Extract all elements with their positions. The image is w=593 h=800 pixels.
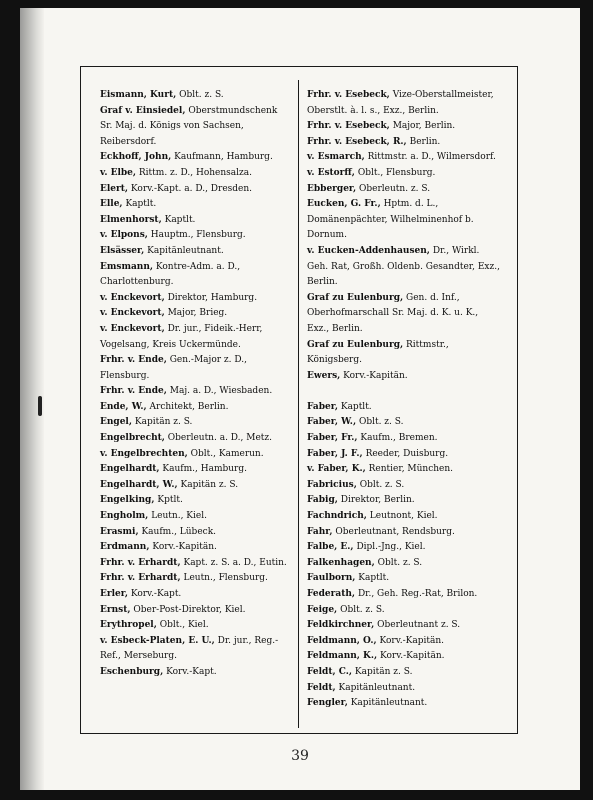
entry-details: Direktor, Berlin. (340, 495, 415, 506)
entry-details: Dr. jur., Fideik.-Herr, Vogelsang, Kreis Uckermünde. (100, 323, 263, 350)
entry-name: Ebberger, (307, 183, 357, 194)
entry-details: Korv.-Kapt. a. D., Dresden. (130, 183, 253, 194)
entry-name: v. Faber, K., (307, 464, 366, 475)
entry-name: Engelking, (100, 495, 155, 506)
directory-entry (307, 587, 503, 603)
directory-entry (100, 291, 292, 307)
entry-name: Faulborn, (307, 573, 356, 584)
directory-entry (307, 618, 503, 634)
directory-entry (307, 119, 503, 135)
directory-entry (100, 213, 292, 229)
entry-name: Feldmann, O., (307, 635, 377, 646)
directory-entry (100, 353, 292, 384)
directory-entry (307, 166, 503, 182)
entry-name: Feldmann, K., (307, 651, 378, 662)
directory-entry (100, 182, 292, 198)
entry-details: Korv.-Kapitän. (380, 651, 445, 662)
entry-name: v. Enckevort, (100, 308, 165, 319)
entry-name: Feldt, C., (307, 666, 353, 677)
entry-details: Kptlt. (157, 495, 183, 506)
directory-entry (307, 493, 503, 509)
directory-entry (100, 384, 292, 400)
directory-entry (100, 197, 292, 213)
directory-entry (100, 634, 292, 665)
entry-details: Berlin. (409, 136, 441, 147)
entry-name: Falkenhagen, (307, 557, 375, 568)
entry-details: Dr., Geh. Reg.-Rat, Brilon. (357, 589, 478, 599)
directory-entry (100, 603, 292, 619)
entry-details: Vize-Oberstallmeister, Oberstlt. à. l. s., Exz., Berlin. (307, 90, 494, 116)
entry-details: Kapitänleutnant. (147, 245, 224, 256)
entry-name: Graf zu Eulenburg, (307, 292, 404, 303)
directory-entry (100, 509, 292, 525)
entry-details: Dipl.-Jng., Kiel. (356, 542, 426, 553)
entry-details: Leutn., Flensburg. (183, 573, 268, 584)
entry-name: Feldt, (307, 682, 336, 693)
entry-details: Oberleutn. z. S. (359, 183, 431, 194)
directory-entry (100, 571, 292, 587)
entry-name: v. Elpons, (100, 230, 148, 241)
entry-details: Kapt. z. S. a. D., Eutin. (183, 557, 287, 568)
entry-details: Kapitän z. S. (180, 479, 239, 490)
directory-entry (307, 244, 503, 291)
entry-name: Fengler, (307, 698, 348, 709)
directory-entry (307, 182, 503, 198)
directory-entry (100, 166, 292, 182)
entry-name: v. Eucken-Addenhausen, (307, 245, 430, 256)
directory-entry (307, 338, 503, 369)
entry-details: Oblt. z. S. (179, 90, 224, 100)
entry-details: Rittm. z. D., Hohensalza. (138, 167, 253, 178)
entry-details: Kaptlt. (164, 214, 196, 225)
directory-entry (307, 369, 503, 385)
entry-name: Emsmann, (100, 261, 154, 272)
directory-entry (100, 525, 292, 541)
directory-entry (307, 400, 503, 416)
entry-name: Frhr. v. Ende, (100, 386, 167, 397)
entry-details: Kontre-Adm. a. D., Charlottenburg. (100, 261, 241, 288)
directory-entry (307, 462, 503, 478)
entry-name: Frhr. v. Esebeck, (307, 121, 390, 132)
book-page (20, 8, 580, 790)
directory-entry (307, 291, 503, 338)
entry-details: Oberstmundschenk Sr. Maj. d. Königs von Sachsen, Reibersdorf. (100, 105, 278, 147)
entry-name: Feldkirchner, (307, 620, 375, 631)
entry-name: Ernst, (100, 604, 131, 615)
directory-entry (100, 104, 292, 151)
directory-entry (100, 88, 292, 104)
entry-name: Elmenhorst, (100, 214, 162, 225)
entry-name: Fachndrich, (307, 511, 367, 522)
entry-details: Kaufm., Lübeck. (141, 526, 217, 537)
entry-name: Faber, J. F., (307, 448, 363, 459)
entry-details: Gen.-Major z. D., Flensburg. (100, 355, 247, 381)
directory-entry (100, 260, 292, 291)
entry-details: Leutnont, Kiel. (369, 511, 438, 522)
entry-name: Faber, W., (307, 417, 357, 428)
directory-entry (307, 478, 503, 494)
entry-name: Fabricius, (307, 479, 357, 490)
entry-details: Gen. d. Inf., Oberhofmarschall Sr. Maj. d. K. u. K., Exz., Berlin. (307, 292, 479, 334)
directory-entry (100, 244, 292, 260)
entry-details: Major, Brieg. (167, 308, 228, 319)
entry-name: Engelhardt, W., (100, 479, 178, 490)
entry-name: Frhr. v. Esebeck, (307, 90, 390, 100)
entry-details: Kaptlt. (358, 573, 390, 584)
left-column (100, 88, 292, 681)
entry-details: Ober-Post-Direktor, Kiel. (133, 604, 246, 615)
entry-details: Rentier, München. (368, 464, 454, 475)
directory-entry (100, 447, 292, 463)
directory-entry (307, 681, 503, 697)
entry-details: Kaptlt. (340, 401, 372, 412)
entry-details: Korv.-Kapitän. (343, 370, 408, 381)
directory-entry (307, 525, 503, 541)
entry-details: Architekt, Berlin. (149, 401, 229, 412)
directory-entry (100, 493, 292, 509)
entry-name: v. Elbe, (100, 167, 137, 178)
entry-details: Kapitänleutnant. (338, 682, 416, 693)
entry-details: Oblt. z. S. (377, 557, 423, 568)
directory-entry (100, 587, 292, 603)
entry-name: v. Engelbrechten, (100, 448, 188, 459)
directory-entry (307, 197, 503, 244)
entry-details: Rittmstr., Königsberg. (307, 339, 449, 366)
right-column (307, 88, 503, 712)
entry-name: Frhr. v. Erhardt, (100, 557, 181, 568)
directory-entry (100, 431, 292, 447)
entry-details: Kaufm., Bremen. (360, 433, 438, 444)
directory-entry (307, 415, 503, 431)
entry-name: Engel, (100, 417, 132, 428)
entry-details: Oberleutnant z. S. (377, 620, 461, 631)
entry-details: Korv.-Kapitän. (379, 635, 444, 646)
entry-name: Fahr, (307, 526, 333, 537)
directory-entry (100, 462, 292, 478)
entry-name: Ende, W., (100, 401, 147, 412)
entry-details: Kaufm., Hamburg. (162, 464, 247, 475)
directory-entry (307, 696, 503, 712)
directory-entry (307, 88, 503, 119)
entry-details: Oblt., Kamerun. (190, 448, 264, 459)
entry-details: Dr., Wirkl. Geh. Rat, Großh. Oldenb. Gesandter, Exz., Berlin. (307, 245, 500, 288)
entry-details: Oberleutn. a. D., Metz. (167, 433, 273, 444)
entry-name: Graf v. Einsiedel, (100, 105, 186, 116)
directory-entry (307, 447, 503, 463)
entry-name: Falbe, E., (307, 542, 354, 553)
directory-entry (100, 618, 292, 634)
entry-details: Major, Berlin. (392, 121, 456, 132)
entry-name: v. Estorff, (307, 167, 355, 178)
directory-entry (100, 322, 292, 353)
entry-name: Elsässer, (100, 245, 145, 256)
entry-details: Kaptlt. (125, 199, 157, 210)
entry-name: Erler, (100, 589, 128, 599)
entry-details: Dr. jur., Reg.-Ref., Merseburg. (100, 635, 279, 662)
entry-details: Kapitän z. S. (134, 417, 193, 428)
directory-entry (100, 556, 292, 572)
entry-details: Kaufmann, Hamburg. (174, 152, 273, 163)
entry-name: Engelbrecht, (100, 433, 165, 444)
directory-entry (100, 478, 292, 494)
entry-details: Kapitän z. S. (354, 666, 413, 677)
directory-entry (307, 556, 503, 572)
entry-details: Direktor, Hamburg. (167, 292, 258, 303)
entry-details: Oblt. z. S. (358, 417, 404, 428)
entry-details: Oberleutnant, Rendsburg. (335, 526, 455, 537)
directory-entry (307, 431, 503, 447)
entry-name: Frhr. v. Esebeck, R., (307, 136, 407, 147)
entry-name: Faber, Fr., (307, 433, 358, 444)
entry-name: Eckhoff, John, (100, 152, 172, 163)
directory-entry (307, 150, 503, 166)
entry-name: Erdmann, (100, 542, 150, 553)
entry-name: Elert, (100, 183, 129, 194)
entry-details: Leutn., Kiel. (151, 511, 207, 522)
entry-name: Frhr. v. Ende, (100, 355, 167, 366)
entry-name: Eucken, G. Fr., (307, 199, 381, 210)
entry-details: Oblt. z. S. (340, 604, 385, 615)
entry-name: Engholm, (100, 511, 149, 522)
entry-name: Frhr. v. Erhardt, (100, 573, 181, 584)
entry-name: Graf zu Eulenburg, (307, 339, 404, 350)
directory-entry (307, 665, 503, 681)
entry-details: Oblt., Flensburg. (357, 167, 436, 178)
entry-name: Faber, (307, 401, 338, 412)
directory-entry (100, 150, 292, 166)
entry-name: Erythropel, (100, 620, 157, 631)
entry-details: Korv.-Kapitän. (152, 542, 217, 553)
section-gap (307, 384, 503, 400)
entry-name: v. Esbeck-Platen, E. U., (100, 635, 215, 646)
entry-details: Rittmstr. a. D., Wilmersdorf. (367, 152, 496, 163)
entry-details: Reeder, Duisburg. (365, 448, 449, 459)
entry-details: Hptm. d. L., Domänenpächter, Wilhelminenhof b. Dornum. (307, 199, 474, 241)
entry-name: Ewers, (307, 370, 341, 381)
entry-details: Korv.-Kapt. (130, 589, 182, 599)
directory-entry (307, 649, 503, 665)
directory-entry (307, 540, 503, 556)
entry-details: Hauptm., Flensburg. (150, 230, 246, 241)
entry-name: Eismann, Kurt, (100, 90, 177, 100)
entry-name: v. Enckevort, (100, 292, 165, 303)
entry-details: Maj. a. D., Wiesbaden. (169, 386, 273, 397)
entry-name: v. Enckevort, (100, 323, 165, 334)
directory-entry (100, 540, 292, 556)
binding-mark (38, 396, 42, 416)
directory-entry (307, 603, 503, 619)
entry-name: Erasmi, (100, 526, 139, 537)
entry-details: Korv.-Kapt. (166, 666, 217, 677)
directory-entry (100, 306, 292, 322)
entry-name: Fabig, (307, 495, 338, 506)
entry-name: Eschenburg, (100, 666, 164, 677)
page-number: 39 (291, 748, 309, 764)
entry-name: Federath, (307, 589, 356, 599)
entry-details: Oblt., Kiel. (159, 620, 209, 631)
directory-entry (100, 665, 292, 681)
directory-entry (307, 571, 503, 587)
entry-name: Feige, (307, 604, 338, 615)
directory-entry (100, 228, 292, 244)
entry-details: Kapitänleutnant. (350, 698, 428, 709)
directory-entry (307, 135, 503, 151)
entry-name: v. Esmarch, (307, 152, 365, 163)
directory-entry (307, 509, 503, 525)
entry-name: Elle, (100, 199, 123, 210)
directory-entry (307, 634, 503, 650)
entry-name: Engelhardt, (100, 464, 160, 475)
column-divider (298, 80, 299, 728)
directory-entry (100, 415, 292, 431)
directory-entry (100, 400, 292, 416)
entry-details: Oblt. z. S. (359, 479, 405, 490)
